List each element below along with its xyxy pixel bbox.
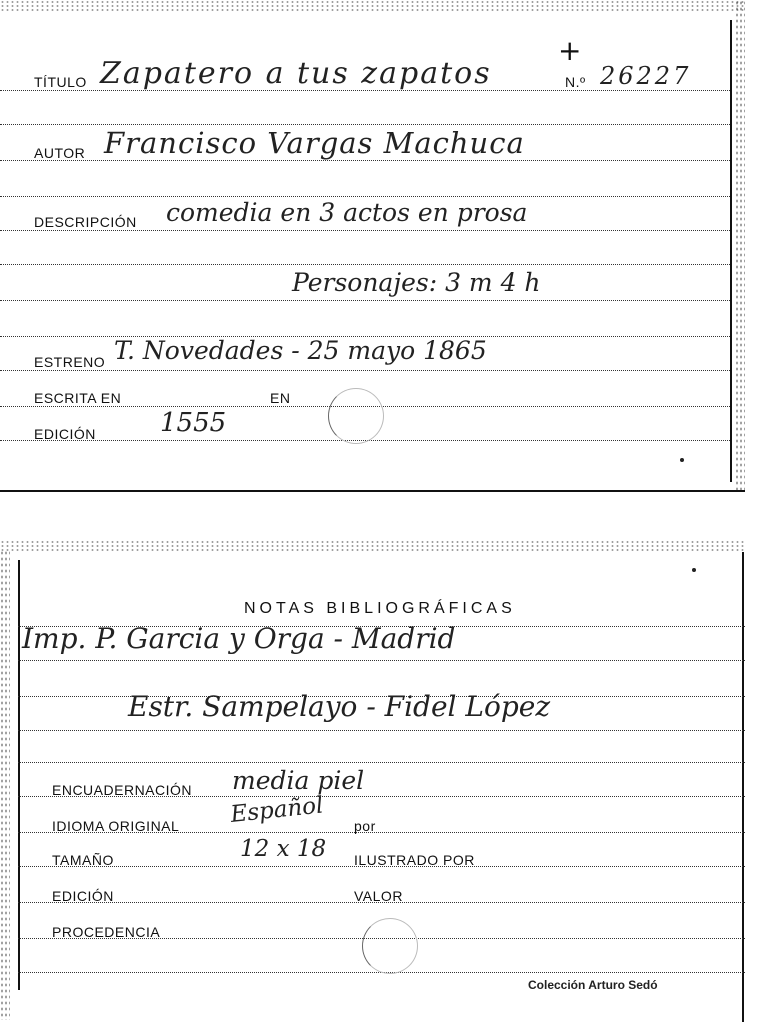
value-titulo: Zapatero a tus zapatos [100, 56, 492, 91]
card-right-line [730, 20, 732, 482]
catalog-card-back [0, 540, 745, 1028]
label-tamano: TAMAÑO [52, 852, 114, 868]
value-encuadernacion: media piel [232, 766, 365, 795]
ruled-line [0, 196, 730, 197]
circular-stamp [328, 388, 384, 444]
card-right-line [742, 552, 744, 1022]
label-valor: VALOR [354, 888, 403, 904]
label-en: EN [270, 390, 291, 406]
catalog-card-front [0, 0, 745, 492]
card-top-edge [0, 0, 745, 12]
value-autor: Francisco Vargas Machuca [104, 126, 525, 160]
ink-dot [680, 458, 684, 462]
card-right-edge [735, 0, 745, 490]
label-por: por [354, 818, 376, 834]
label-procedencia: PROCEDENCIA [52, 924, 161, 940]
ruled-line [0, 230, 730, 231]
label-encuadernacion: ENCUADERNACIÓN [52, 782, 193, 798]
collection-credit: Colección Arturo Sedó [528, 978, 658, 992]
ruled-line [0, 300, 730, 301]
circular-stamp [362, 918, 418, 974]
label-idioma-original: IDIOMA ORIGINAL [52, 818, 180, 834]
label-ilustrado-por: ILUSTRADO POR [354, 852, 475, 868]
note-line-2: Estr. Sampelayo - Fidel López [128, 690, 551, 723]
ruled-line [18, 660, 745, 661]
card-top-edge [0, 540, 745, 552]
card-left-line [18, 560, 20, 990]
label-edicion-back: EDICIÓN [52, 888, 114, 904]
ruled-line [0, 370, 730, 371]
card-bottom-edge [0, 490, 745, 492]
value-descripcion: comedia en 3 actos en prosa [166, 198, 528, 227]
label-escrita-en: ESCRITA EN [34, 390, 122, 406]
plus-mark: + [558, 34, 582, 67]
value-idioma-original: Español [229, 792, 325, 828]
label-autor: AUTOR [34, 145, 86, 161]
label-edicion: EDICIÓN [34, 426, 96, 442]
value-personajes: Personajes: 3 m 4 h [292, 268, 541, 297]
value-estreno: T. Novedades - 25 mayo 1865 [114, 336, 487, 365]
value-edicion: 1555 [160, 408, 227, 438]
ruled-line [0, 124, 730, 125]
card-left-edge [0, 550, 10, 1020]
value-tamano: 12 x 18 [240, 836, 327, 862]
ruled-line [0, 264, 730, 265]
label-descripcion: DESCRIPCIÓN [34, 214, 137, 230]
ruled-line [18, 762, 745, 763]
note-line-1: Imp. P. Garcia y Orga - Madrid [22, 622, 456, 655]
ruled-line [0, 160, 730, 161]
value-numero: 26227 [600, 62, 692, 90]
label-estreno: ESTRENO [34, 354, 106, 370]
ruled-line [18, 730, 745, 731]
notes-heading: NOTAS BIBLIOGRÁFICAS [244, 600, 516, 617]
ink-dot [692, 568, 696, 572]
label-numero: N.º [565, 74, 586, 90]
label-titulo: TÍTULO [34, 74, 87, 90]
